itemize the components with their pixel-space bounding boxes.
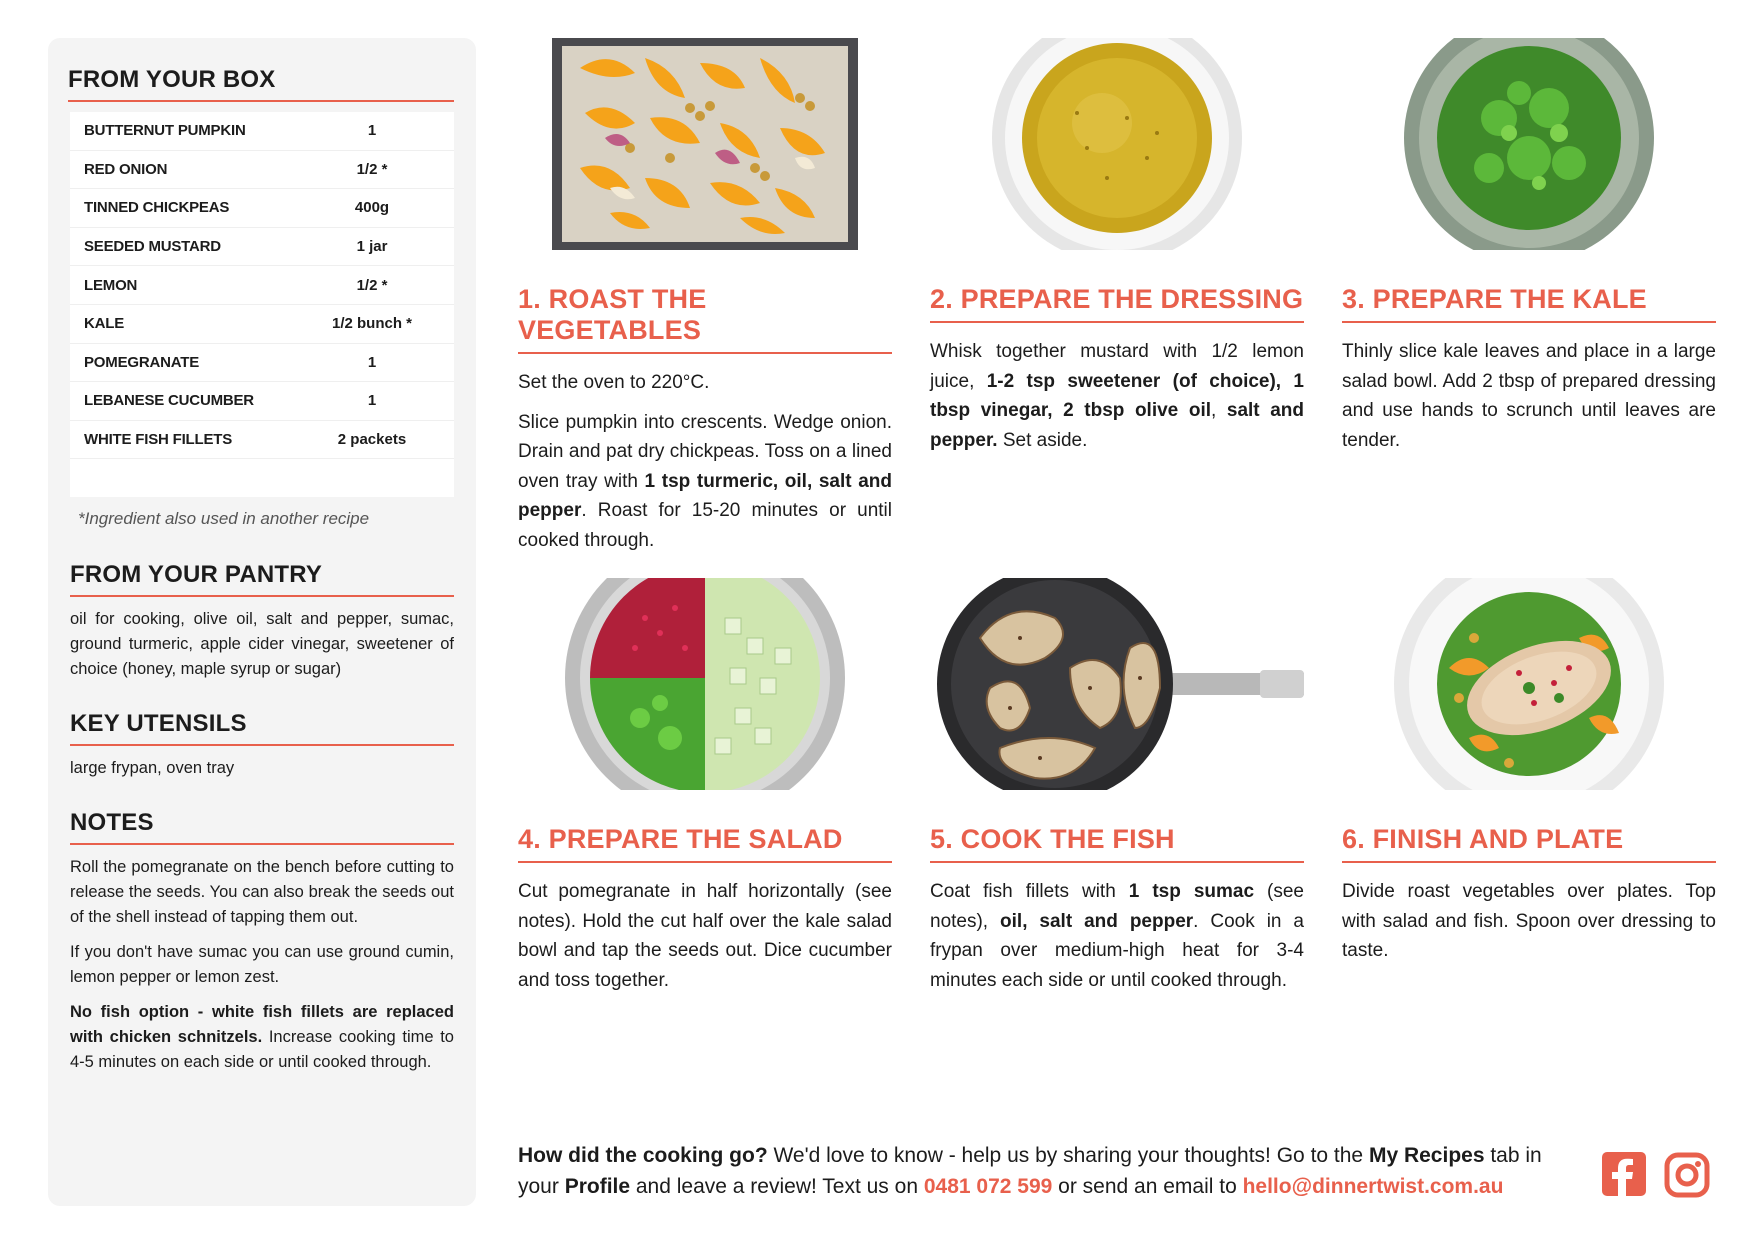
ingredient-row xyxy=(70,112,454,151)
step-1-instructions xyxy=(518,408,892,556)
note-no-fish xyxy=(70,1000,454,1075)
note-pomegranate: Roll the pomegranate on the bench before cutting to release the seeds. You can also break the seeds out of the shell instead of tapping them out. xyxy=(70,858,454,927)
note-no-fish-bold: No fish option - white fish fillets are replaced with chicken schnitzels. xyxy=(70,1003,454,1047)
notes-title: NOTES xyxy=(70,809,454,845)
step-6-instructions: Divide roast vegetables over plates. Top with salad and fish. Spoon over dressing to taste. xyxy=(1342,881,1716,961)
ingredients-table-spacer xyxy=(70,459,454,497)
step-5 xyxy=(930,578,1304,1005)
footer-text-4: or send an email to xyxy=(1052,1175,1243,1198)
ingredient-row xyxy=(70,151,454,190)
ingredient-note: *Ingredient also used in another recipe xyxy=(78,509,370,529)
note-sumac: If you don't have sumac you can use ground cumin, lemon pepper or lemon zest. xyxy=(70,943,454,987)
step-5-photo xyxy=(930,578,1304,790)
step-5-text-d: oil, salt and pepper xyxy=(1000,910,1194,932)
step-2-text-b: 1-2 tsp sweetener (of choice), 1 tbsp vinegar, 2 tbsp olive oil xyxy=(930,370,1305,421)
ingredient-name: BUTTERNUT PUMPKIN xyxy=(84,122,246,140)
step-6-text xyxy=(1342,877,1716,966)
step-2-text-a: Whisk together mustard with 1/2 lemon juice, xyxy=(930,341,1304,392)
footer-text-2: tab in your xyxy=(518,1144,1542,1198)
step-6-photo xyxy=(1342,578,1716,790)
ingredient-name: KALE xyxy=(84,315,125,333)
step-3 xyxy=(1342,38,1716,465)
step-1-text-bold: 1 tsp turmeric, oil, salt and pepper xyxy=(518,470,893,521)
ingredient-row xyxy=(70,382,454,421)
instagram-icon[interactable] xyxy=(1664,1152,1710,1203)
ingredients-sidebar xyxy=(48,38,476,1206)
ingredient-row xyxy=(70,189,454,228)
ingredient-quantity: 1 jar xyxy=(356,238,388,256)
footer-question: How did the cooking go? xyxy=(518,1144,768,1167)
ingredient-row xyxy=(70,421,454,460)
ingredient-quantity: 2 packets xyxy=(337,431,407,449)
step-2-text-e: Set aside. xyxy=(997,429,1088,451)
facebook-icon[interactable] xyxy=(1602,1152,1646,1203)
ingredients-table xyxy=(70,112,454,497)
step-5-title: 5. COOK THE FISH xyxy=(930,824,1304,863)
ingredient-name: WHITE FISH FILLETS xyxy=(84,431,233,449)
ingredient-name: RED ONION xyxy=(84,160,168,178)
step-3-photo xyxy=(1342,38,1716,250)
ingredient-quantity: 1/2 bunch * xyxy=(331,315,413,333)
utensils-text: large frypan, oven tray xyxy=(70,759,235,778)
step-6-title: 6. FINISH AND PLATE xyxy=(1342,824,1716,863)
step-2-text-d: salt and pepper. xyxy=(930,400,1304,451)
step-4-title: 4. PREPARE THE SALAD xyxy=(518,824,892,863)
key-utensils-title: KEY UTENSILS xyxy=(70,710,454,746)
step-5-text-e: . Cook in a frypan over medium-high heat for 3-4 minutes each side or until cooked through. xyxy=(930,910,1304,991)
from-your-pantry-title: FROM YOUR PANTRY xyxy=(70,561,454,597)
step-2-photo xyxy=(930,38,1304,250)
step-1-text-c: . Roast for 15-20 minutes or until cooked through. xyxy=(518,500,892,551)
footer-phone-link[interactable]: 0481 072 599 xyxy=(923,1175,1053,1198)
step-1-oven-temp: Set the oven to 220°C. xyxy=(518,372,710,393)
footer-text-1: We'd love to know - help us by sharing your thoughts! Go to the xyxy=(767,1144,1369,1167)
step-3-text xyxy=(1342,337,1716,455)
step-4-text xyxy=(518,877,892,995)
social-links xyxy=(1602,1152,1710,1203)
step-1 xyxy=(518,38,892,565)
from-your-box-title: FROM YOUR BOX xyxy=(68,66,454,102)
step-2-title: 2. PREPARE THE DRESSING xyxy=(930,284,1304,323)
ingredient-quantity: 1/2 * xyxy=(356,160,388,178)
footer-my-recipes: My Recipes xyxy=(1368,1144,1485,1167)
step-3-instructions: Thinly slice kale leaves and place in a large salad bowl. Add 2 tbsp of prepared dressing and use hands to scrunch until leaves are tender. xyxy=(1342,341,1716,451)
step-1-title: 1. ROAST THE VEGETABLES xyxy=(518,284,892,354)
step-2-text-c: , xyxy=(1211,400,1227,421)
ingredient-name: LEBANESE CUCUMBER xyxy=(84,392,254,410)
step-1-text xyxy=(518,368,892,555)
step-5-text xyxy=(930,877,1304,995)
footer-email-link[interactable]: hello@dinnertwist.com.au xyxy=(1242,1175,1504,1198)
ingredient-quantity: 1 xyxy=(367,122,377,140)
step-1-photo xyxy=(518,38,892,250)
step-6 xyxy=(1342,578,1716,976)
step-4 xyxy=(518,578,892,1005)
pantry-text: oil for cooking, olive oil, salt and pepper, sumac, ground turmeric, apple cider vinegar, sweetener of choice (honey, maple syrup or sugar) xyxy=(70,610,454,679)
ingredient-row xyxy=(70,266,454,305)
ingredient-quantity: 1 xyxy=(367,353,377,371)
ingredient-name: TINNED CHICKPEAS xyxy=(84,199,230,217)
ingredient-name: POMEGRANATE xyxy=(84,353,200,371)
ingredient-quantity: 400g xyxy=(354,199,390,217)
ingredient-row xyxy=(70,305,454,344)
note-no-fish-rest: Increase cooking time to 4-5 minutes on each side or until cooked through. xyxy=(70,1028,454,1072)
ingredient-quantity: 1/2 * xyxy=(356,276,388,294)
ingredient-name: SEEDED MUSTARD xyxy=(84,238,221,256)
step-5-text-b: 1 tsp sumac xyxy=(1128,881,1255,902)
step-2 xyxy=(930,38,1304,465)
step-4-instructions: Cut pomegranate in half horizontally (see notes). Hold the cut half over the kale salad bowl and tap the seeds out. Dice cucumber and toss together. xyxy=(518,881,892,991)
step-1-text-a: Slice pumpkin into crescents. Wedge onion. Drain and pat dry chickpeas. Toss on a lined oven tray with xyxy=(518,411,892,492)
footer-profile: Profile xyxy=(564,1175,631,1198)
step-3-title: 3. PREPARE THE KALE xyxy=(1342,284,1716,323)
step-5-text-a: Coat fish fillets with xyxy=(930,881,1129,902)
feedback-footer xyxy=(518,1140,1573,1202)
ingredient-name: LEMON xyxy=(84,276,138,294)
footer-text-3: and leave a review! Text us on xyxy=(630,1175,924,1198)
step-5-text-c: (see notes), xyxy=(930,881,1304,932)
step-2-text xyxy=(930,337,1304,455)
step-4-photo xyxy=(518,578,892,790)
ingredient-row xyxy=(70,228,454,267)
ingredient-row xyxy=(70,344,454,383)
ingredient-quantity: 1 xyxy=(367,392,377,410)
